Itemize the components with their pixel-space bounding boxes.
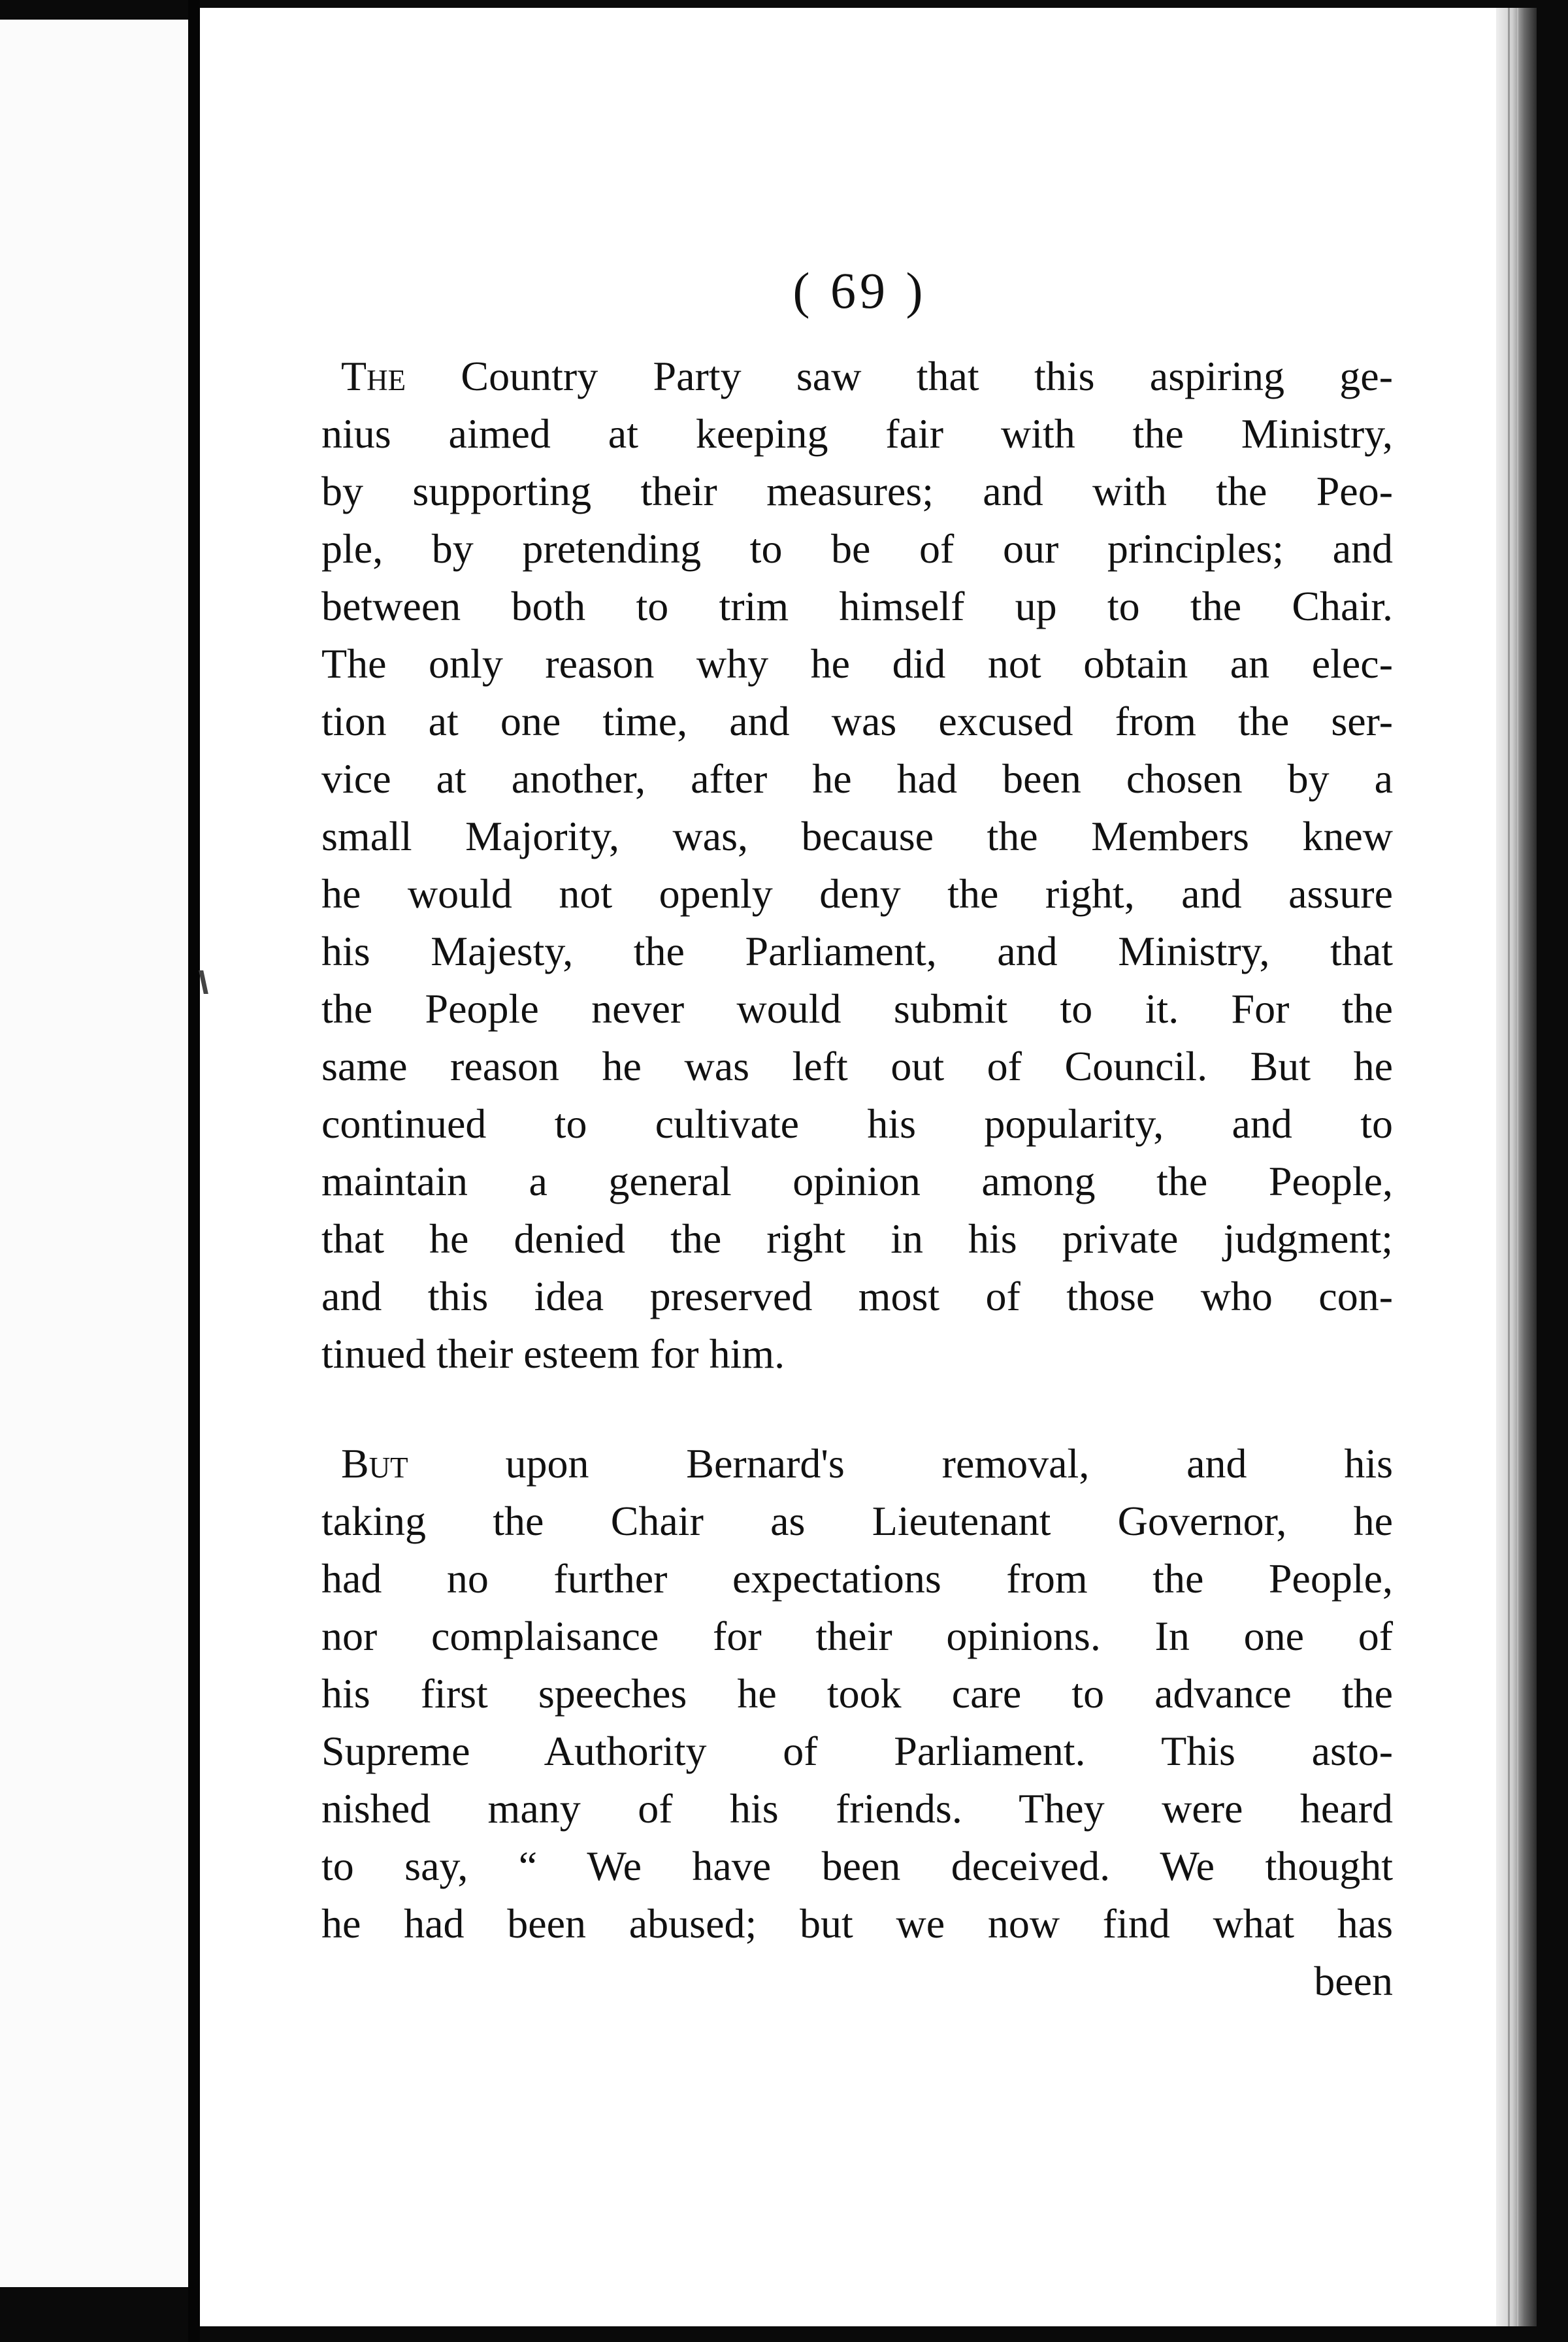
text-line: that he denied the right in his private judgment; (321, 1215, 1393, 1262)
paragraph-lead-word: But (341, 1440, 408, 1487)
text-line: his first speeches he took care to advance the (321, 1670, 1393, 1717)
text-line: between both to trim himself up to the Chair. (321, 583, 1393, 629)
text-line: vice at another, after he had been chosen by a (321, 755, 1393, 802)
text-line: by supporting their measures; and with the Peo- (321, 468, 1393, 514)
book-gutter (188, 0, 200, 2342)
text-line: and this idea preserved most of those who con- (321, 1273, 1393, 1319)
paragraph-1 (321, 348, 1393, 1383)
page-number-header: ( 69 ) (792, 262, 927, 319)
text-line: he had been abused; but we now find what has (321, 1900, 1393, 1947)
catchword: been (1314, 1958, 1393, 2004)
text-line: nor complaisance for their opinions. In one of (321, 1613, 1393, 1659)
text-line: tion at one time, and was excused from the ser- (321, 698, 1393, 744)
text-line: small Majority, was, because the Members knew (321, 813, 1393, 859)
page-edge-shadow (1496, 8, 1537, 2326)
text-line: to say, “ We have been deceived. We thought (321, 1843, 1393, 1889)
text-line: tinued their esteem for him. (321, 1330, 785, 1377)
text-line: nius aimed at keeping fair with the Ministry, (321, 410, 1393, 457)
text-line: ple, by pretending to be of our principles; and (321, 525, 1393, 572)
text-line: Supreme Authority of Parliament. This asto- (321, 1728, 1393, 1774)
facing-page-edge (0, 20, 190, 2287)
text-line: he would not openly deny the right, and assure (321, 870, 1393, 917)
text-line: had no further expectations from the People, (321, 1555, 1393, 1602)
paragraph-lead-word: The (341, 353, 406, 399)
book-page (200, 8, 1520, 2326)
text-line: continued to cultivate his popularity, and to (321, 1100, 1393, 1147)
text-line: But upon Bernard's removal, and his (341, 1440, 1394, 1487)
paragraph-spacer (321, 1383, 1393, 1435)
text-line: The Country Party saw that this aspiring ge- (341, 353, 1394, 399)
text-line: same reason he was left out of Council. But he (321, 1043, 1393, 1089)
text-line: the People never would submit to it. For the (321, 985, 1393, 1032)
text-line: taking the Chair as Lieutenant Governor, he (321, 1498, 1393, 1544)
text-line: nished many of his friends. They were heard (321, 1785, 1393, 1832)
paragraph-2 (321, 1435, 1393, 2010)
text-line: his Majesty, the Parliament, and Ministry, that (321, 928, 1393, 974)
body-text (321, 348, 1393, 2010)
text-line: The only reason why he did not obtain an elec- (321, 640, 1393, 687)
text-line: maintain a general opinion among the People, (321, 1158, 1393, 1204)
